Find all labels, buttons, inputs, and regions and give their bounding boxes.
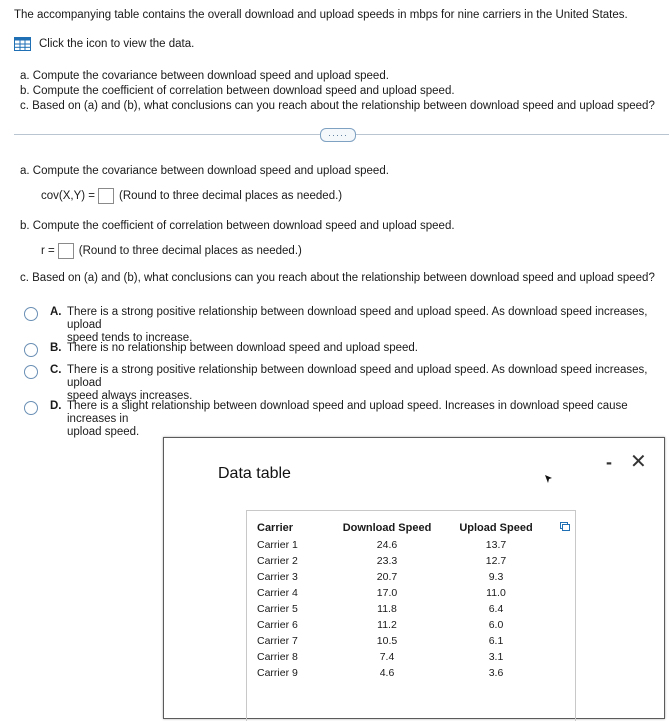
option-d-text-line2: upload speed. <box>67 426 140 438</box>
carrier-cell: Carrier 2 <box>257 555 298 567</box>
covariance-input[interactable] <box>98 188 114 204</box>
question-b: b. Compute the coefficient of correlation between download speed and upload speed. <box>20 85 455 97</box>
covariance-label: cov(X,Y) = <box>41 190 96 202</box>
upload-cell: 11.0 <box>486 587 506 599</box>
upload-cell: 3.1 <box>488 651 504 663</box>
option-c-radio[interactable] <box>24 365 38 379</box>
option-d-text-line1: There is a slight relationship between download speed and upload speed. Increases in download speed cause increases in <box>67 400 628 425</box>
copy-icon[interactable] <box>560 522 570 531</box>
carrier-cell: Carrier 5 <box>257 603 298 615</box>
download-cell: 11.8 <box>377 603 397 615</box>
download-cell: 24.6 <box>376 539 398 551</box>
download-cell: 11.2 <box>377 619 397 631</box>
upload-cell: 9.3 <box>488 571 504 583</box>
option-b-radio[interactable] <box>24 343 38 357</box>
option-d-letter: D. <box>50 400 62 412</box>
carrier-cell: Carrier 3 <box>257 571 298 583</box>
option-a[interactable] <box>24 306 669 345</box>
question-a: a. Compute the covariance between download speed and upload speed. <box>20 70 389 82</box>
upload-cell: 13.7 <box>485 539 507 551</box>
dialog-title: Data table <box>218 465 291 482</box>
question-list <box>20 69 655 114</box>
carrier-cell: Carrier 9 <box>257 667 298 679</box>
header-download-speed: Download Speed <box>342 522 432 534</box>
option-d[interactable] <box>24 400 669 439</box>
option-c-text-line1: There is a strong positive relationship between download speed and upload speed. As download speed increases, upload <box>67 364 648 389</box>
upload-cell: 6.1 <box>488 635 504 647</box>
download-cell: 23.3 <box>376 555 398 567</box>
header-carrier: Carrier <box>257 522 294 534</box>
option-a-letter: A. <box>50 306 62 318</box>
upload-cell: 6.4 <box>488 603 504 615</box>
download-cell: 20.7 <box>376 571 398 583</box>
header-upload-speed: Upload Speed <box>459 522 533 534</box>
data-table-container <box>246 510 576 721</box>
download-cell: 4.6 <box>379 667 395 679</box>
carrier-cell: Carrier 8 <box>257 651 298 663</box>
option-c[interactable] <box>24 364 669 403</box>
option-a-radio[interactable] <box>24 307 38 321</box>
expand-button[interactable]: ····· <box>320 128 356 142</box>
table-row <box>257 585 550 601</box>
part-b-answer-row <box>41 243 302 259</box>
option-c-text-line2: speed always increases. <box>67 390 193 402</box>
data-table <box>257 519 550 681</box>
carrier-cell: Carrier 1 <box>257 539 298 551</box>
carrier-cell: Carrier 4 <box>257 587 298 599</box>
table-row <box>257 569 550 585</box>
correlation-input[interactable] <box>58 243 74 259</box>
table-row <box>257 649 550 665</box>
download-cell: 10.5 <box>376 635 398 647</box>
upload-cell: 6.0 <box>488 619 504 631</box>
part-c-question: c. Based on (a) and (b), what conclusions can you reach about the relationship between download speed and upload speed? <box>20 272 655 284</box>
option-b-text-line1: There is no relationship between download speed and upload speed. <box>67 342 419 354</box>
part-a-question: a. Compute the covariance between download speed and upload speed. <box>20 165 389 177</box>
question-c: c. Based on (a) and (b), what conclusions can you reach about the relationship between download speed and upload speed? <box>20 100 655 112</box>
table-row <box>257 553 550 569</box>
table-row <box>257 601 550 617</box>
table-header-row <box>257 519 550 537</box>
problem-intro: The accompanying table contains the overall download and upload speeds in mbps for nine carriers in the United States. <box>14 9 628 21</box>
view-data-link[interactable] <box>14 37 194 51</box>
carrier-cell: Carrier 6 <box>257 619 298 631</box>
mouse-cursor-icon <box>544 474 553 484</box>
download-cell: 17.0 <box>376 587 398 599</box>
option-c-letter: C. <box>50 364 62 376</box>
option-b-letter: B. <box>50 342 62 354</box>
table-row <box>257 665 550 681</box>
option-a-text-line1: There is a strong positive relationship between download speed and upload speed. As download speed increases, upload <box>67 306 648 331</box>
download-cell: 7.4 <box>379 651 395 663</box>
table-grid-icon[interactable] <box>14 37 31 51</box>
correlation-hint: (Round to three decimal places as needed.) <box>78 245 302 257</box>
part-a-answer-row <box>41 188 342 204</box>
correlation-label: r = <box>41 245 55 257</box>
option-b[interactable] <box>24 342 418 357</box>
table-row <box>257 633 550 649</box>
minimize-button[interactable]: - <box>606 452 612 472</box>
table-row <box>257 617 550 633</box>
view-data-label[interactable]: Click the icon to view the data. <box>39 38 195 50</box>
upload-cell: 3.6 <box>488 667 504 679</box>
part-b-question: b. Compute the coefficient of correlation between download speed and upload speed. <box>20 220 455 232</box>
table-row <box>257 537 550 553</box>
carrier-cell: Carrier 7 <box>257 635 298 647</box>
upload-cell: 12.7 <box>485 555 507 567</box>
option-a-text-line2: speed tends to increase. <box>67 332 193 344</box>
data-table-dialog <box>163 437 665 719</box>
option-d-radio[interactable] <box>24 401 38 415</box>
covariance-hint: (Round to three decimal places as needed.) <box>119 190 343 202</box>
close-button[interactable]: ✕ <box>630 451 647 473</box>
